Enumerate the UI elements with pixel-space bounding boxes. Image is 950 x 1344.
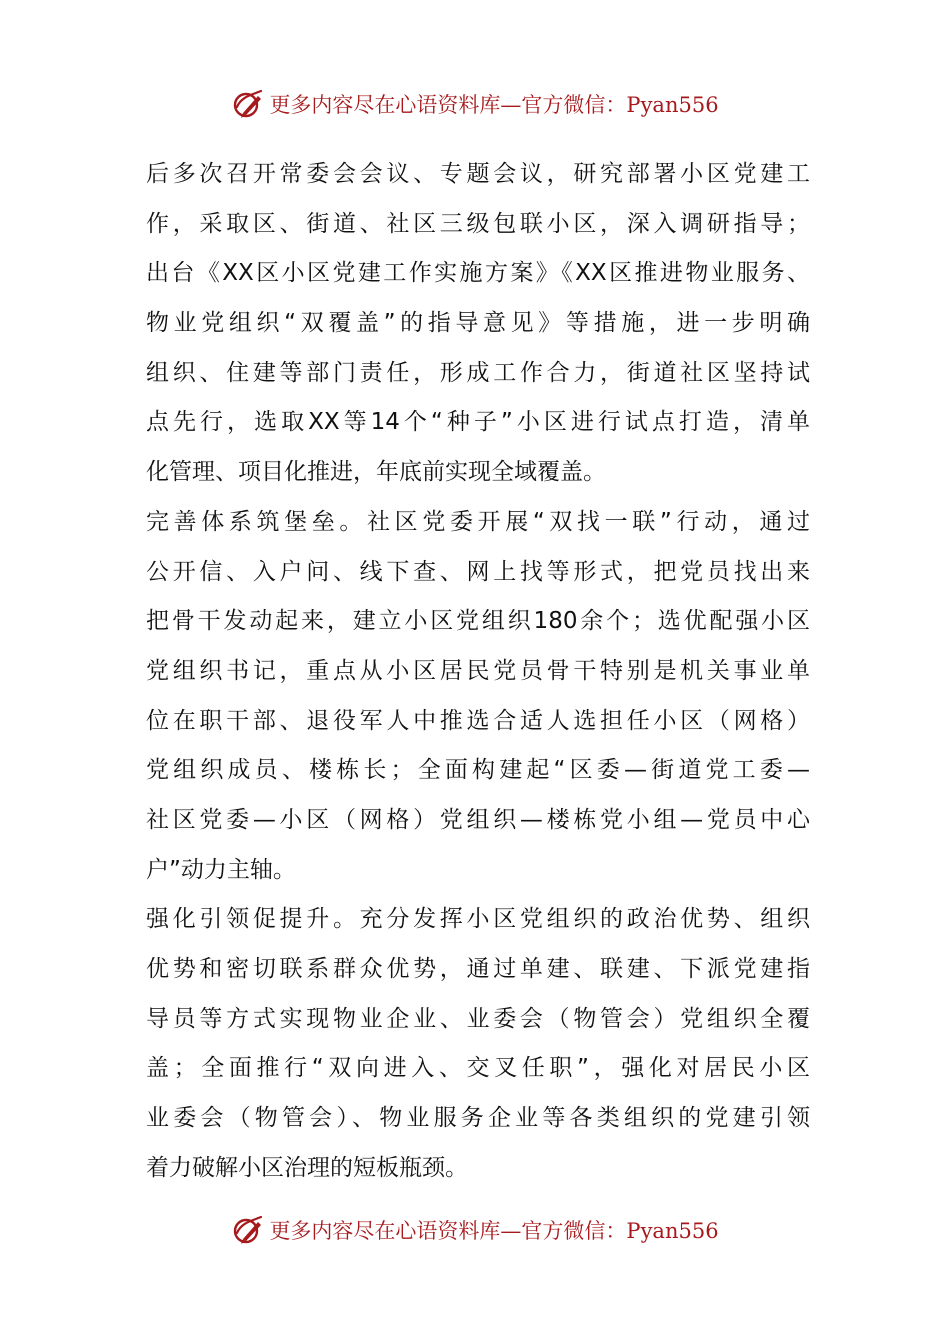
watermark-footer (0, 1210, 950, 1250)
text-line: 户”动力主轴。 (146, 856, 296, 883)
text-line: 社区党委—小区（网格）党组织—楼栋党小组—党员中心 (146, 806, 810, 833)
text-line: 位在职干部、退役军人中推选合适人选担任小区（网格） (146, 707, 810, 734)
text-line: 优势和密切联系群众优势，通过单建、联建、下派党建指 (146, 956, 810, 982)
text-line: 点先行，选取XX等14个“种子”小区进行试点打造，清单 (146, 409, 810, 436)
text-line: 业委会（物管会）、物业服务企业等各类组织的党建引领 (146, 1105, 810, 1132)
text-line: 导员等方式实现物业企业、业委会（物管会）党组织全覆 (146, 1005, 810, 1032)
text-line: 党组织书记，重点从小区居民党员骨干特别是机关事业单 (146, 657, 810, 684)
pen-in-circle-icon (231, 87, 265, 121)
text-line: 盖；全面推行“双向进入、交叉任职”，强化对居民小区 (146, 1055, 810, 1082)
text-line: 物业党组织“双覆盖”的指导意见》等措施，进一步明确 (146, 310, 810, 337)
text-line: 出台《XX区小区党建工作实施方案》《XX区推进物业服务、 (146, 260, 810, 287)
document-body (146, 150, 810, 1193)
text-line: 公开信、入户问、线下查、网上找等形式，把党员找出来 (146, 558, 810, 585)
text-line: 完善体系筑堡垒。社区党委开展“双找一联”行动，通过 (146, 508, 810, 535)
text-line: 党组织成员、楼栋长；全面构建起“区委—街道党工委— (146, 757, 810, 784)
text-line: 化管理、项目化推进，年底前实现全域覆盖。 (146, 459, 606, 486)
text-line: 组织、住建等部门责任，形成工作合力，街道社区坚持试 (146, 359, 810, 386)
pen-in-circle-icon (231, 1213, 265, 1247)
text-line: 强化引领促提升。充分发挥小区党组织的政治优势、组织 (146, 906, 810, 933)
text-line: 着力破解小区治理的短板瓶颈。 (146, 1154, 468, 1181)
watermark-header-text: 更多内容尽在心语资料库—官方微信：Pyan556 (269, 93, 719, 117)
watermark-footer-text: 更多内容尽在心语资料库—官方微信：Pyan556 (269, 1219, 719, 1243)
text-line: 后多次召开常委会会议、专题会议，研究部署小区党建工 (146, 161, 810, 187)
watermark-header (0, 84, 950, 124)
text-line: 把骨干发动起来，建立小区党组织180余个；选优配强小区 (146, 608, 810, 635)
text-line: 作，采取区、街道、社区三级包联小区，深入调研指导； (146, 210, 810, 237)
